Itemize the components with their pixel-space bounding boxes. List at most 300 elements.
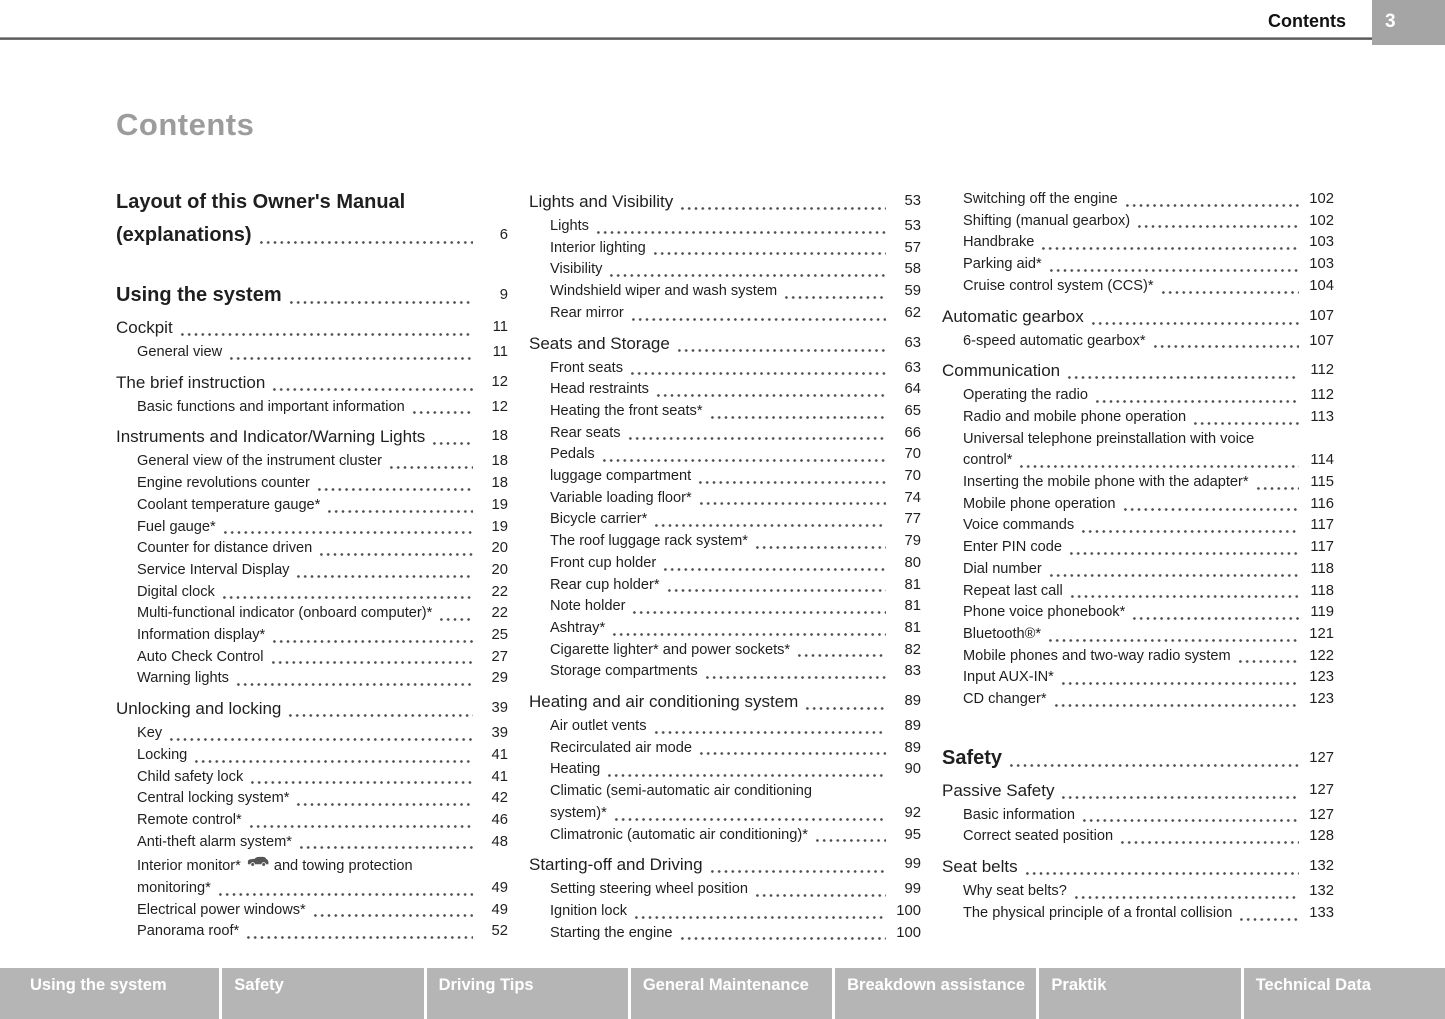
toc-entry-page-number: 79 [904,533,921,550]
dotted-leader [796,654,886,657]
dotted-leader [676,349,886,352]
toc-entry [116,647,508,669]
toc-entry [529,216,921,238]
dotted-leader [217,893,473,896]
toc-entry-label: Locking [137,746,188,763]
toc-entry-page-number: 92 [904,804,921,821]
toc-entry-page-number: 119 [1310,604,1334,621]
dotted-leader [1066,376,1299,379]
toc-entry [116,921,508,943]
toc-entry-label: Coolant temperature gauge* [137,496,321,513]
toc-entry [942,559,1334,581]
dotted-leader [228,357,473,360]
dotted-leader [679,937,886,940]
toc-entry-label: Remote control* [137,811,242,828]
dotted-leader [814,839,886,842]
dotted-leader [287,714,473,717]
dotted-leader [411,411,473,414]
dotted-leader [698,752,886,755]
toc-entry-page-number: 41 [491,746,508,763]
toc-entry-page-number: 83 [904,663,921,680]
toc-entry-label: Central locking system* [137,790,290,807]
toc-entry-label: Seats and Storage [529,333,670,353]
toc-column [942,189,1334,944]
toc-entry-page-number: 102 [1309,191,1334,207]
toc-entry-page-number: 65 [904,402,921,419]
toc-entry-label: The brief instruction [116,372,266,392]
toc-entry-label: 6-speed automatic gearbox* [963,332,1146,349]
toc-entry-label: Phone voice phonebook* [963,604,1126,621]
dotted-leader [679,207,886,210]
toc-entry-page-number: 57 [904,239,921,256]
toc-entry [116,810,508,832]
toc-entry-label: Counter for distance driven [137,540,313,557]
toc-entry [116,745,508,767]
dotted-leader [1048,574,1299,577]
toc-entry [942,854,1334,879]
dotted-leader [606,774,886,777]
toc-entry [116,315,508,340]
toc-entry-page-number: 127 [1309,749,1334,766]
toc-entry-page-number: 53 [904,218,921,234]
toc-entry [942,881,1334,903]
toc-entry-label: (explanations) [116,224,252,246]
toc-entry-label: Bluetooth®* [963,625,1042,642]
toc-entry-page-number: 62 [904,304,921,321]
toc-entry [529,618,921,640]
dotted-leader [295,803,473,806]
dotted-leader [627,437,886,440]
toc-entry [529,575,921,597]
dotted-leader [1152,345,1299,348]
toc-entry [529,716,921,738]
toc-columns [116,189,1334,944]
dotted-leader [666,589,886,592]
toc-entry-label: Electrical power windows* [137,901,306,918]
toc-entry-page-number: 123 [1309,669,1334,686]
dotted-leader [1060,682,1299,685]
dotted-leader [318,553,473,556]
toc-entry-label: Starting the engine [550,924,673,941]
dotted-leader [235,683,473,686]
toc-entry [942,331,1334,353]
toc-entry-page-number: 102 [1309,212,1334,229]
dotted-leader [1122,508,1299,511]
dotted-leader [1081,819,1299,822]
toc-entry-page-number: 80 [904,554,921,571]
toc-entry-page-number: 19 [491,518,508,535]
dotted-leader [1090,322,1299,325]
toc-entry-page-number: 49 [491,901,508,918]
toc-entry-page-number: 63 [904,334,921,351]
toc-entry [116,397,508,419]
dotted-leader [754,546,886,549]
dotted-leader [1018,465,1299,468]
toc-entry-page-number: 114 [1310,452,1334,469]
toc-entry-page-number: 27 [491,648,508,665]
toc-entry-label: Dial number [963,560,1042,577]
toc-entry [942,903,1334,925]
toc-entry-page-number: 42 [491,790,508,807]
toc-entry-page-number: 41 [491,768,508,785]
dotted-leader [1008,764,1299,767]
toc-entry [942,805,1334,827]
toc-entry-page-number: 100 [896,924,921,941]
toc-entry-label: Storage compartments [550,663,698,680]
toc-entry-label: Auto Check Control [137,648,264,665]
dotted-leader [312,914,473,917]
toc-entry-label: Note holder [550,598,626,615]
toc-entry [116,723,508,745]
toc-entry [529,531,921,553]
toc-entry [529,553,921,575]
toc-entry-label: Inserting the mobile phone with the adapter* [963,474,1249,491]
dotted-leader [1024,872,1299,875]
toc-entry [529,331,921,356]
toc-entry-page-number: 49 [491,880,508,897]
dotted-leader [258,241,473,244]
toc-entry-label: Mobile phone operation [963,495,1116,512]
toc-entry-page-number: 12 [491,373,508,390]
toc-entry-page-number: 18 [491,453,508,470]
toc-entry-label: Interior monitor* [137,858,241,875]
toc-entry [529,259,921,281]
dotted-leader [611,633,886,636]
dotted-leader [630,318,886,321]
toc-entry-label: Parking aid* [963,256,1042,273]
toc-entry-label: and towing protection [273,858,413,875]
toc-entry [529,281,921,303]
toc-entry-page-number: 11 [492,344,508,360]
toc-entry [942,602,1334,624]
toc-entry-page-number: 58 [904,261,921,278]
toc-entry-page-number: 123 [1309,691,1334,708]
toc-entry [942,494,1334,516]
toc-entry-label: system)* [550,804,607,821]
toc-entry-label: Shifting (manual gearbox) [963,212,1131,229]
toc-entry-page-number: 77 [904,511,921,528]
toc-entry [529,640,921,662]
dotted-leader [1053,704,1299,707]
toc-entry [942,826,1334,848]
toc-entry-page-number: 12 [491,398,508,415]
toc-entry [116,696,508,721]
toc-entry [529,879,921,901]
toc-entry-label: Engine revolutions counter [137,475,310,492]
toc-entry-label: Key [137,725,163,742]
dotted-leader [1047,639,1299,642]
toc-entry-page-number: 63 [904,359,921,376]
dotted-leader [1136,225,1299,228]
dotted-leader [608,274,886,277]
toc-entry-label: Correct seated position [963,828,1114,845]
dotted-leader [652,252,886,255]
toc-entry-page-number: 89 [904,739,921,756]
toc-entry-page-number: 81 [904,619,921,636]
toc-entry-label: Layout of this Owner's Manual [116,191,406,213]
dotted-leader [288,301,473,304]
toc-entry-label: Rear mirror [550,304,624,321]
toc-entry-label: Anti-theft alarm system* [137,833,292,850]
toc-entry-label: Enter PIN code [963,539,1062,556]
toc-entry [942,472,1334,494]
footer-tab-using-the-system: Using the system [0,968,219,1019]
dotted-leader [326,510,473,513]
toc-entry-page-number: 66 [904,424,921,441]
dotted-leader [1094,400,1299,403]
dotted-leader [1119,841,1299,844]
dotted-leader [168,738,473,741]
toc-entry [942,304,1334,329]
dotted-leader [629,372,886,375]
toc-entry-page-number: 22 [491,605,508,622]
toc-entry-page-number: 22 [491,583,508,600]
toc-entry [529,781,921,803]
toc-entry-page-number: 99 [904,881,921,898]
toc-entry [529,825,921,847]
dotted-leader [653,731,886,734]
dotted-leader [783,296,886,299]
toc-entry [529,803,921,825]
toc-entry-label: Switching off the engine [963,191,1118,207]
toc-entry-label: Warning lights [137,670,229,687]
toc-entry [942,624,1334,646]
toc-entry-page-number: 19 [491,496,508,513]
toc-entry-label: Heating the front seats* [550,402,703,419]
dotted-leader [1131,617,1299,620]
toc-entry-page-number: 95 [904,826,921,843]
toc-entry-page-number: 107 [1309,307,1334,324]
toc-entry-label: Lights and Visibility [529,192,674,211]
toc-entry-label: Automatic gearbox [942,306,1084,326]
toc-entry-label: Ignition lock [550,902,628,919]
toc-entry-label: Cockpit [116,318,173,337]
toc-entry [116,603,508,625]
toc-entry-page-number: 6 [499,227,508,243]
dotted-leader [1255,487,1299,490]
toc-entry-label: Information display* [137,627,266,644]
toc-entry-label: The roof luggage rack system* [550,533,748,550]
dotted-leader [698,502,886,505]
toc-entry-page-number: 107 [1309,332,1334,349]
dotted-leader [633,916,886,919]
toc-entry-label: Setting steering wheel position [550,881,748,898]
toc-entry-label: Rear seats [550,424,621,441]
toc-entry [942,667,1334,689]
header-section-title: Contents [1268,11,1346,31]
toc-entry-page-number: 117 [1310,539,1334,556]
dotted-leader [388,466,473,469]
toc-entry-label: Pedals [550,446,595,463]
toc-entry-page-number: 11 [492,319,508,335]
toc-entry-label: Seat belts [942,857,1018,877]
toc-entry [942,385,1334,407]
dotted-leader [316,488,473,491]
dotted-leader [595,231,886,234]
toc-entry [116,788,508,810]
toc-entry-label: Panorama roof* [137,923,240,940]
dotted-leader [1069,595,1299,598]
toc-entry-label: Starting-off and Driving [529,855,703,875]
toc-entry-page-number: 121 [1309,625,1334,642]
toc-entry-label: Recirculated air mode [550,739,692,756]
dotted-leader [249,781,473,784]
dotted-leader [1160,291,1299,294]
dotted-leader [1048,269,1299,272]
toc-entry [116,451,508,473]
toc-entry-label: Front seats [550,359,623,376]
page-number-box: 3 [1372,0,1445,45]
dotted-leader [1237,660,1299,663]
toc-entry [116,282,508,308]
toc-entry [116,668,508,690]
toc-entry [529,303,921,325]
toc-entry-page-number: 103 [1309,256,1334,273]
toc-entry-page-number: 132 [1309,858,1334,875]
toc-entry-page-number: 113 [1310,408,1334,425]
toc-entry-label: Visibility [550,261,603,278]
toc-entry-label: Unlocking and locking [116,699,282,719]
toc-entry-page-number: 103 [1309,234,1334,251]
toc-entry [116,424,508,449]
footer-tab-safety: Safety [222,968,423,1019]
dotted-leader [431,442,473,445]
footer-tab-praktik: Praktik [1039,968,1240,1019]
toc-entry [942,254,1334,276]
dotted-leader [1238,918,1299,921]
toc-entry [116,473,508,495]
toc-entry [116,370,508,395]
toc-entry [529,401,921,423]
toc-entry-label: General view of the instrument cluster [137,453,382,470]
dotted-leader [662,568,886,571]
toc-entry-label: Multi-functional indicator (onboard computer)* [137,605,433,622]
toc-entry-page-number: 90 [904,761,921,778]
dotted-leader [697,481,886,484]
dotted-leader [754,894,886,897]
dotted-leader [438,618,473,621]
toc-entry-label: Handbrake [963,234,1035,251]
toc-entry [942,232,1334,254]
toc-entry [942,189,1334,211]
toc-entry [942,358,1334,383]
toc-entry [116,625,508,647]
dotted-leader [298,846,473,849]
toc-entry-page-number: 133 [1309,904,1334,921]
dotted-leader [271,388,473,391]
toc-entry-label: Input AUX-IN* [963,669,1054,686]
toc-entry [942,537,1334,559]
dotted-leader [245,936,473,939]
toc-entry-label: Basic functions and important information [137,398,405,415]
toc-entry-label: Interior lighting [550,239,646,256]
toc-entry-label: Climatic (semi-automatic air conditioning [550,783,812,800]
toc-entry-label: The physical principle of a frontal collision [963,904,1233,921]
toc-entry [529,466,921,488]
dotted-leader [1040,247,1299,250]
toc-entry-label: monitoring* [137,880,211,897]
toc-entry-page-number: 112 [1310,387,1334,404]
toc-entry-page-number: 82 [904,641,921,658]
toc-entry [116,517,508,539]
dotted-leader [248,825,473,828]
toc-entry-label: Cruise control system (CCS)* [963,277,1154,294]
toc-entry [942,778,1334,803]
toc-entry-page-number: 39 [491,725,508,742]
toc-entry-page-number: 20 [491,540,508,557]
toc-entry-label: Digital clock [137,583,215,600]
toc-entry [942,581,1334,603]
toc-entry-page-number: 132 [1309,883,1334,900]
toc-entry-page-number: 81 [904,598,921,615]
toc-entry-page-number: 39 [491,700,508,717]
toc-entry-label: Radio and mobile phone operation [963,408,1187,425]
toc-entry [942,276,1334,298]
toc-entry-page-number: 46 [491,811,508,828]
toc-entry-page-number: 89 [904,693,921,710]
toc-entry-label: Head restraints [550,381,649,398]
toc-entry-page-number: 9 [499,287,508,303]
toc-entry [942,646,1334,668]
toc-entry [942,429,1334,451]
toc-entry-page-number: 74 [904,489,921,506]
dotted-leader [221,596,473,599]
toc-entry-page-number: 127 [1309,806,1334,823]
dotted-leader [1192,422,1299,425]
dotted-leader [222,531,473,534]
toc-entry-label: Ashtray* [550,619,606,636]
toc-entry [529,379,921,401]
dotted-leader [1060,796,1299,799]
toc-entry-page-number: 70 [904,446,921,463]
toc-entry-page-number: 89 [904,718,921,735]
dotted-leader [1124,204,1299,207]
toc-entry [942,407,1334,429]
dotted-leader [179,333,473,336]
toc-entry-label: control* [963,452,1013,469]
toc-entry-label: Universal telephone preinstallation with voice [963,430,1255,447]
toc-entry-label: Mobile phones and two-way radio system [963,647,1231,664]
footer-tab-driving-tips: Driving Tips [427,968,628,1019]
toc-entry-page-number: 53 [904,193,921,209]
toc-entry-page-number: 48 [491,833,508,850]
toc-entry [942,450,1334,472]
toc-entry [529,488,921,510]
toc-entry-page-number: 100 [896,902,921,919]
dotted-leader [653,524,886,527]
toc-entry-label: Front cup holder [550,554,657,571]
toc-entry [116,853,508,878]
toc-entry-label: Communication [942,361,1061,381]
toc-entry [529,238,921,260]
toc-entry-label: CD changer* [963,691,1047,708]
toc-entry [116,900,508,922]
toc-entry [116,495,508,517]
toc-entry-page-number: 59 [904,283,921,300]
toc-entry [942,211,1334,233]
toc-entry-page-number: 118 [1310,560,1334,577]
toc-entry [116,538,508,560]
toc-entry-label: Rear cup holder* [550,576,660,593]
toc-entry-page-number: 81 [904,576,921,593]
toc-entry [116,582,508,604]
toc-entry [116,560,508,582]
toc-entry-label: Variable loading floor* [550,489,692,506]
toc-entry-page-number: 117 [1310,517,1334,534]
toc-entry-label: Fuel gauge* [137,518,216,535]
toc-entry-label: Safety [942,746,1003,769]
toc-entry-page-number: 128 [1309,828,1334,845]
